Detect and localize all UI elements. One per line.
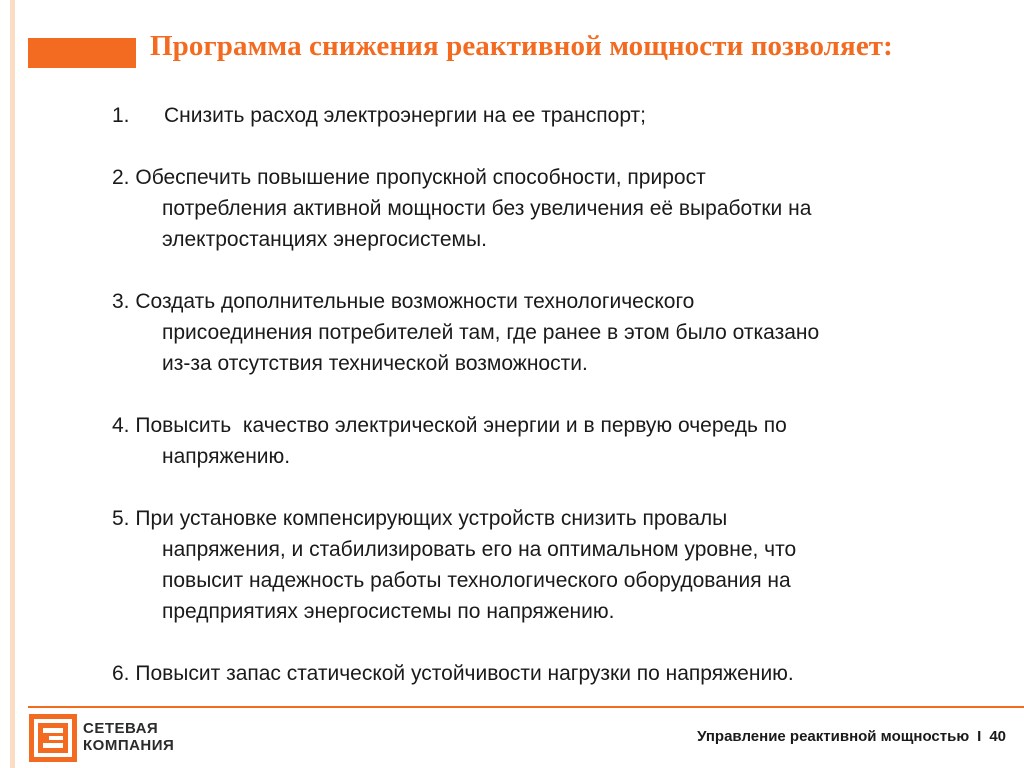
company-logo-text [83, 720, 174, 754]
item-text: присоединения потребителей там, где ранее в этом было отказано [162, 321, 820, 344]
logo-line-2: КОМПАНИЯ [83, 737, 175, 754]
item-number: 6. [112, 662, 130, 685]
item-text: из-за отсутствия технической возможности. [162, 352, 588, 375]
left-decor-rule [10, 0, 15, 768]
benefits-list [112, 100, 992, 720]
slide-footer [697, 728, 1006, 745]
item-number: 4. [112, 414, 130, 437]
list-item [112, 286, 992, 379]
item-text: При установке компенсирующих устройств снизить провалы [135, 507, 728, 530]
footer-separator: I [977, 728, 982, 745]
list-item [112, 503, 992, 627]
item-number: 2. [112, 166, 130, 189]
item-number: 5. [112, 507, 130, 530]
item-text: электростанциях энергосистемы. [162, 228, 487, 251]
list-item [112, 410, 992, 472]
item-number: 3. [112, 290, 130, 313]
list-item [112, 100, 992, 131]
item-text: Снизить расход электроэнергии на ее транспорт; [164, 104, 646, 127]
footer-section-title: Управление реактивной мощностью [697, 728, 970, 745]
footer-divider [28, 706, 1024, 708]
item-text: Повысит запас статической устойчивости нагрузки по напряжению. [135, 662, 794, 685]
item-number: 1. [112, 104, 130, 127]
item-text: Повысить качество электрической энергии и в первую очередь по [135, 414, 787, 437]
item-text: потребления активной мощности без увеличения её выработки на [162, 197, 812, 220]
item-text: напряжения, и стабилизировать его на оптимальном уровне, что [162, 538, 797, 561]
item-text: предприятиях энергосистемы по напряжению. [162, 600, 615, 623]
slide-title: Программа снижения реактивной мощности позволяет: [150, 30, 893, 62]
company-logo-icon [29, 714, 77, 762]
list-item [112, 162, 992, 255]
page-number: 40 [989, 728, 1006, 745]
title-accent-bar [28, 38, 136, 68]
logo-line-1: СЕТЕВАЯ [83, 720, 159, 737]
list-item [112, 658, 992, 689]
item-text: Обеспечить повышение пропускной способности, прирост [135, 166, 706, 189]
item-text: напряжению. [162, 445, 291, 468]
item-text: повысит надежность работы технологического оборудования на [162, 569, 791, 592]
item-text: Создать дополнительные возможности технологического [135, 290, 695, 313]
